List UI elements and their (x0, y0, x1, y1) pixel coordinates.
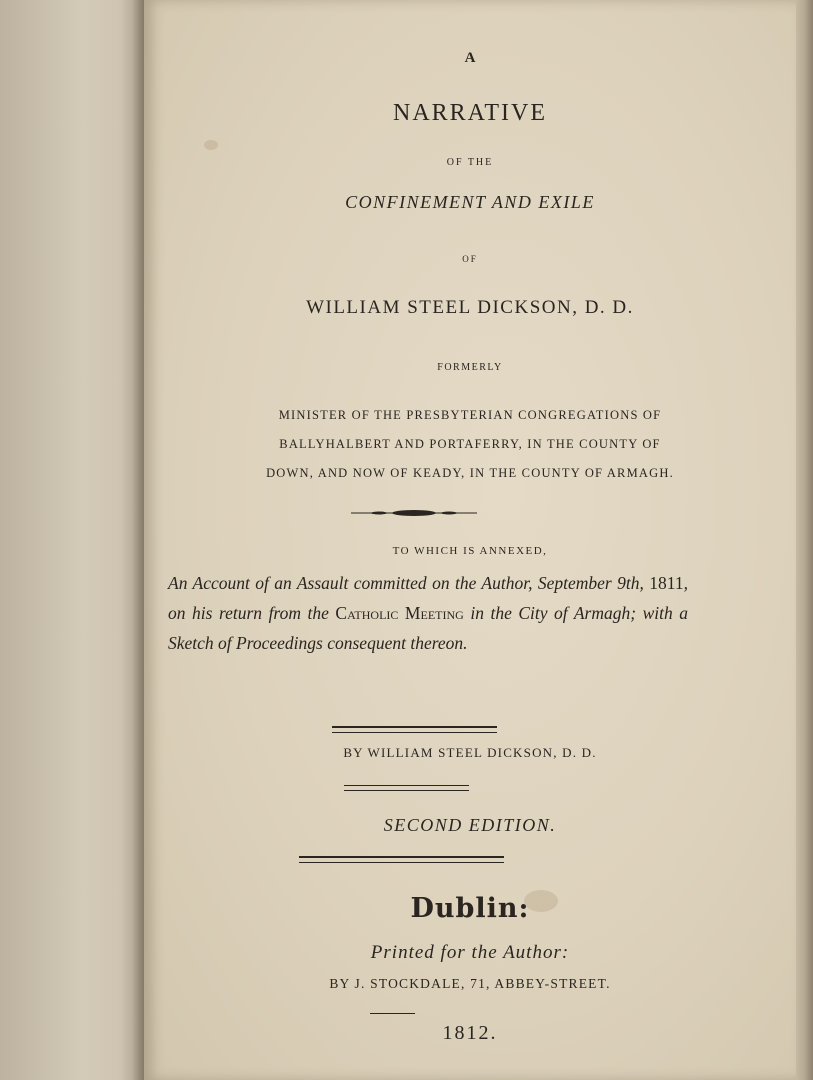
title-subtitle: CONFINEMENT AND EXILE (345, 192, 595, 212)
account-text: An Account of an Assault committed on the Author, September 9th, (168, 573, 650, 593)
facing-page (0, 0, 150, 1080)
account-text: in the City of Armagh; with a Sketch of Proceedings consequent thereon. (168, 603, 688, 653)
account-year: 1811 (649, 573, 684, 593)
double-rule (344, 785, 469, 786)
description-line: MINISTER OF THE PRESBYTERIAN CONGREGATIONS OF (278, 408, 662, 422)
title-page (144, 0, 796, 1080)
description-line: DOWN, AND NOW OF KEADY, IN THE COUNTY OF ARMAGH. (266, 466, 674, 480)
annexed-label: TO WHICH IS ANNEXED, (392, 545, 548, 557)
double-rule (344, 790, 469, 791)
account-text: , on his return from the (168, 573, 688, 623)
author-name: WILLIAM STEEL DICKSON, D. D. (306, 297, 634, 318)
double-rule (299, 856, 504, 858)
edition-label: SECOND EDITION. (383, 815, 557, 835)
double-rule (332, 726, 497, 728)
title-article: A (464, 50, 476, 66)
imprint-year: 1812. (442, 1022, 498, 1044)
ornamental-rule (349, 506, 479, 520)
by-line: BY WILLIAM STEEL DICKSON, D. D. (343, 745, 597, 760)
double-rule (332, 732, 497, 733)
formerly-label: FORMERLY (437, 362, 503, 373)
imprint-printer: BY J. STOCKDALE, 71, ABBEY-STREET. (329, 976, 611, 991)
paper-stain (204, 140, 218, 150)
double-rule (299, 862, 504, 863)
imprint-printed-for: Printed for the Author: (370, 942, 570, 963)
title-connector-of-the: OF THE (446, 157, 494, 168)
short-rule (370, 1013, 415, 1014)
title-connector-of: OF (462, 254, 478, 264)
account-paragraph (168, 568, 688, 658)
description-line: BALLYHALBERT AND PORTAFERRY, IN THE COUNTY OF (279, 437, 661, 451)
imprint-city: Dublin: (410, 893, 530, 924)
account-catholic-meeting: Catholic Meeting (335, 603, 464, 623)
title-heading: NARRATIVE (393, 100, 547, 126)
